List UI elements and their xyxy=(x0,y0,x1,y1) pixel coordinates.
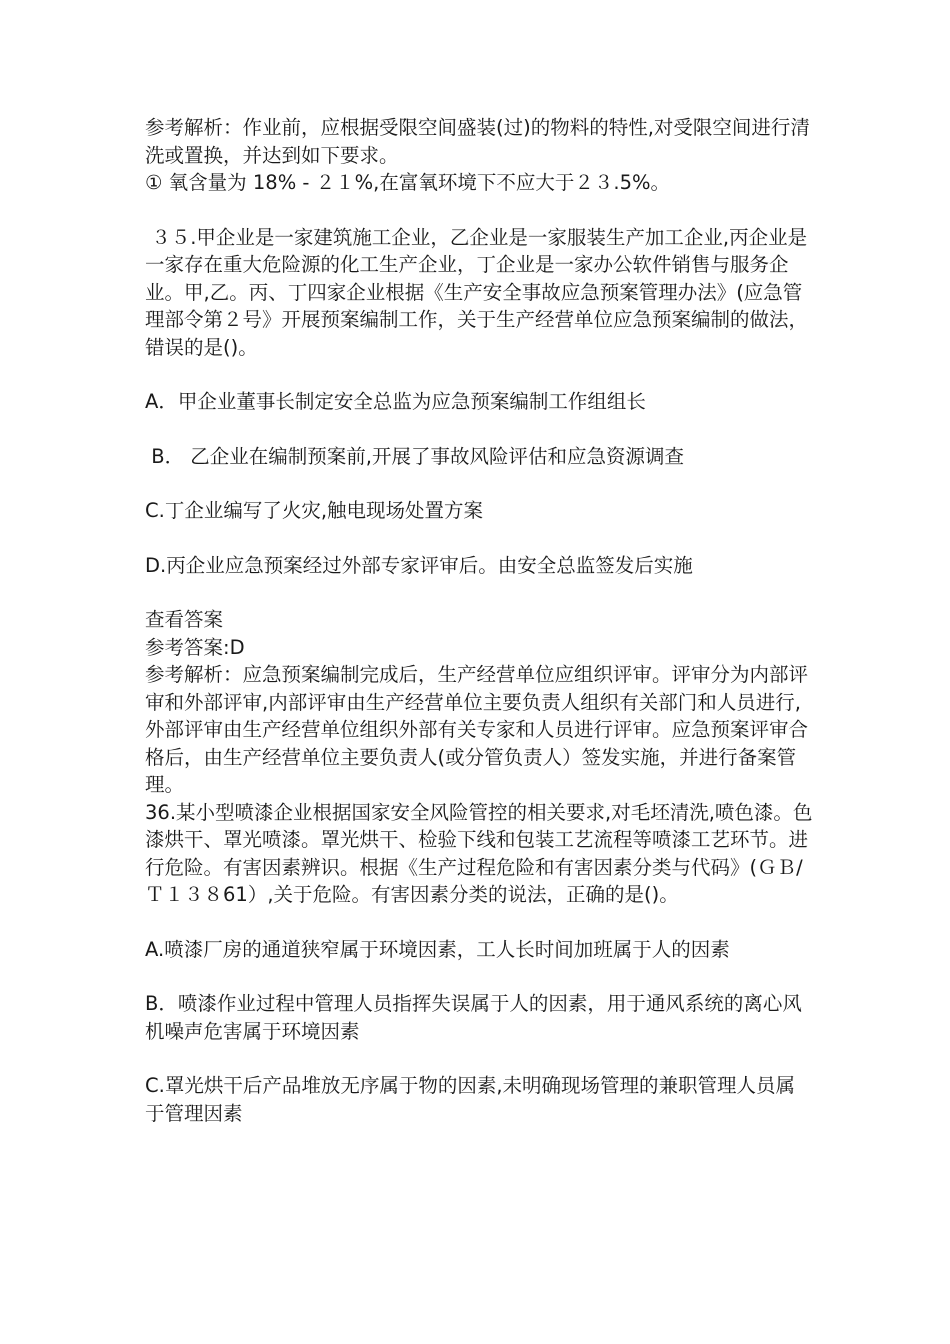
q35-option-c: C.丁企业编写了火灾,触电现场处置方案 xyxy=(145,499,484,522)
q35-stem: ３５.甲企业是一家建筑施工企业，乙企业是一家服装生产加工企业,丙企业是一家存在重大危险源的化工生产企业，丁企业是一家办公软件销售与服务企业。甲,乙。丙、丁四家企业根据《生产安全事故应急预案管理办法》(应急管理部令第２号》开展预案编制工作，关于生产经营单位应急预案编制的做法，错误的是()。 xyxy=(145,225,809,359)
q36-option-a: A.喷漆厂房的通道狭窄属于环境因素，工人长时间加班属于人的因素 xyxy=(145,937,730,961)
q35-option-a: A．甲企业董事长制定安全总监为应急预案编制工作组组长 xyxy=(145,390,646,413)
q34-requirement-item-1: ① 氧含量为 18% - ２１%,在富氧环境下不应大于２３.5%。 xyxy=(145,171,671,194)
q35-analysis: 参考解析：应急预案编制完成后，生产经营单位应组织评审。评审分为内部评审和外部评审,内部评审由生产经营单位主要负责人组织有关部门和人员进行,外部评审由生产经营单位组织外部有关专家和人员进行评审。应急预案评审合格后，由生产经营单位主要负责人(或分管负责人）签发实施，并进行备案管理。 xyxy=(145,663,809,796)
q36-option-c: C.罩光烘干后产品堆放无序属于物的因素,未明确现场管理的兼职管理人员属于管理因素 xyxy=(145,1074,796,1125)
q36-stem: 36.某小型喷漆企业根据国家安全风险管控的相关要求,对毛坯清洗,喷色漆。色漆烘干、罩光喷漆。罩光烘干、检验下线和包装工艺流程等喷漆工艺环节。进行危险。有害因素辨识。根据《生产过程危险和有害因素分类与代码》(ＧＢ/Ｔ１３８61）,关于危险。有害因素分类的说法，正确的是()。 xyxy=(145,800,813,906)
q35-answer: 参考答案:D xyxy=(145,635,245,659)
q35-option-d: D.丙企业应急预案经过外部专家评审后。由安全总监签发后实施 xyxy=(145,553,693,577)
q36-option-b: B．喷漆作业过程中管理人员指挥失误属于人的因素，用于通风系统的离心风机噪声危害属于环境因素 xyxy=(145,992,802,1043)
document-page xyxy=(145,114,813,1127)
q34-analysis: 参考解析：作业前，应根据受限空间盛装(过)的物料的特性,对受限空间进行清洗或置换，并达到如下要求。 xyxy=(145,116,810,167)
q35-option-b: B． 乙企业在编制预案前,开展了事故风险评估和应急资源调查 xyxy=(145,444,684,468)
view-answer-link[interactable]: 查看答案 xyxy=(145,608,224,631)
